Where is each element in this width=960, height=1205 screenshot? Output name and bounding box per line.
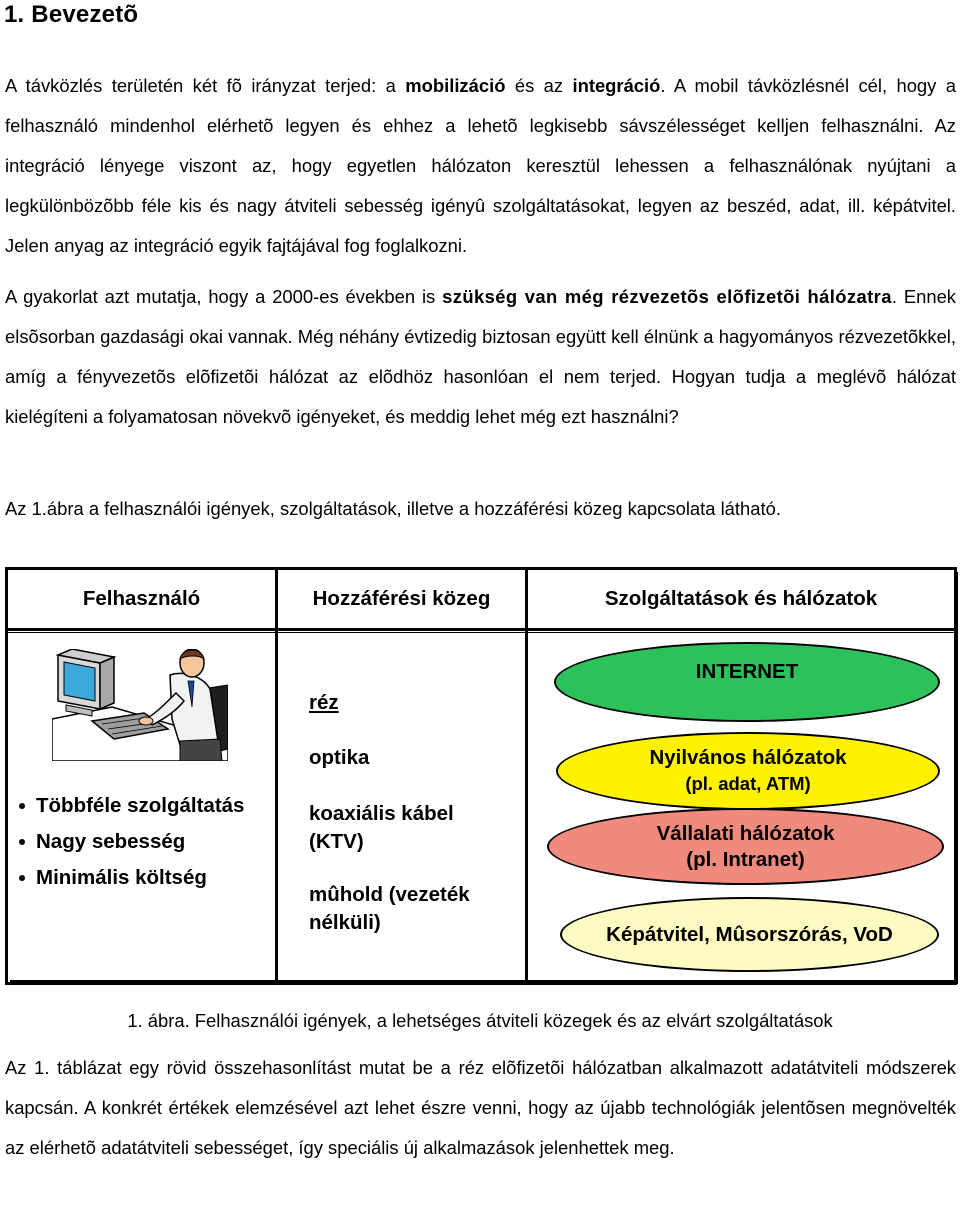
p1-text-a: A távközlés területén két fõ irányzat terjed: a <box>5 75 406 96</box>
medium-copper: réz <box>309 691 339 714</box>
medium-optics: optika <box>309 746 370 769</box>
figure-shadow-right <box>954 572 958 984</box>
paragraph-intro <box>5 66 956 266</box>
medium-coax-line2: (KTV) <box>309 830 364 853</box>
paragraph-table-ref: Az 1. táblázat egy rövid összehasonlítást mutat be a réz elõfizetõi hálózatban alkalmazott adatátviteli módszerek kapcsán. A konkrét értékek elemzésével azt lehet észre venni, hogy az újabb technológiák jelentõsen megnövelték az elérhetõ adatátviteli sebességet, így speciális új alkalmazások jelenhettek meg. <box>5 1057 956 1158</box>
header-divider-thin <box>5 632 957 633</box>
bullet-icon <box>19 803 25 809</box>
bullet-icon <box>19 875 25 881</box>
network-corporate <box>547 808 944 885</box>
network-public-label: Nyilvános hálózatok <box>649 746 847 769</box>
column-divider-1 <box>275 567 278 982</box>
bullet-item <box>19 788 244 824</box>
paragraph-figure-ref: Az 1.ábra a felhasználói igények, szolgáltatások, illetve a hozzáférési közeg kapcsolata látható. <box>5 498 781 519</box>
medium-satellite-line2: nélküli) <box>309 911 381 934</box>
medium-coax <box>309 800 454 856</box>
bullet-label: Nagy sebesség <box>36 830 186 853</box>
column-header-services: Szolgáltatások és hálózatok <box>604 587 878 610</box>
p1-bold-mobilization: mobilizáció <box>405 75 506 96</box>
medium-satellite-line1: mûhold (vezeték <box>309 883 470 906</box>
paragraph-copper <box>5 277 956 437</box>
network-public <box>556 732 940 810</box>
bullet-label: Minimális költség <box>36 866 207 889</box>
p2-text-c: . Ennek elsõsorban gazdasági okai vannak. Még néhány évtizedig biztosan együtt kell élnünk a hagyományos rézvezetõkkel, amíg a fényvezetõs elõfizetõi hálózat az elõdhöz hasonlóan el nem terjed. Hogyan tudja a meglévõ hálózat kielégíteni a folyamatosan növekvõ igényeket, és meddig lehet még ezt használni? <box>5 286 956 427</box>
column-header-user: Felhasználó <box>82 587 201 610</box>
network-internet <box>554 642 940 722</box>
header-divider <box>5 628 957 631</box>
bullet-label: Többféle szolgáltatás <box>36 794 245 817</box>
column-divider-2 <box>525 567 528 982</box>
p1-bold-integration: integráció <box>572 75 661 96</box>
figure-caption: 1. ábra. Felhasználói igények, a lehetséges átviteli közegek és az elvárt szolgáltatások <box>127 1010 833 1031</box>
p1-text-c: és az <box>505 75 573 96</box>
medium-coax-line1: koaxiális kábel <box>309 802 454 825</box>
p2-bold-emphasis: szükség van még rézvezetõs elõfizetõi hálózatra <box>442 286 892 307</box>
medium-satellite <box>309 881 470 937</box>
network-corporate-label: Vállalati hálózatok <box>656 821 835 845</box>
bullet-item <box>19 860 244 896</box>
user-requirements-list <box>19 788 244 896</box>
p2-text-a: A gyakorlat azt mutatja, hogy a 2000-es években is <box>5 286 443 307</box>
column-header-access-medium: Hozzáférési közeg <box>312 587 491 610</box>
figure-1 <box>5 567 955 984</box>
network-video <box>560 897 939 972</box>
network-corporate-sublabel: (pl. Intranet) <box>686 847 805 871</box>
bullet-item <box>19 824 244 860</box>
network-video-label: Képátvitel, Mûsorszórás, VoD <box>606 922 893 946</box>
network-public-sublabel: (pl. adat, ATM) <box>685 773 811 794</box>
p1-text-d: . A mobil távközlésnél cél, hogy a felhasználó mindenhol elérhetõ legyen és ehhez a lehetõ legkisebb sávszélességet kelljen felhasználni. Az integráció lényege viszont az, hogy egyetlen hálózaton keresztül lehessen a felhasználónak nyújtani a legkülönbözõbb féle kis és nagy átviteli sebesség igényû szolgáltatásokat, legyen az beszéd, adat, ill. képátvitel. Jelen anyag az integráció egyik fajtájával fog foglalkozni. <box>5 75 956 256</box>
network-internet-label: INTERNET <box>695 660 799 683</box>
computer-user-illustration <box>52 649 228 761</box>
figure-shadow-bottom <box>10 980 958 984</box>
bullet-icon <box>19 839 25 845</box>
section-heading: 1. Bevezetõ <box>4 1 139 28</box>
